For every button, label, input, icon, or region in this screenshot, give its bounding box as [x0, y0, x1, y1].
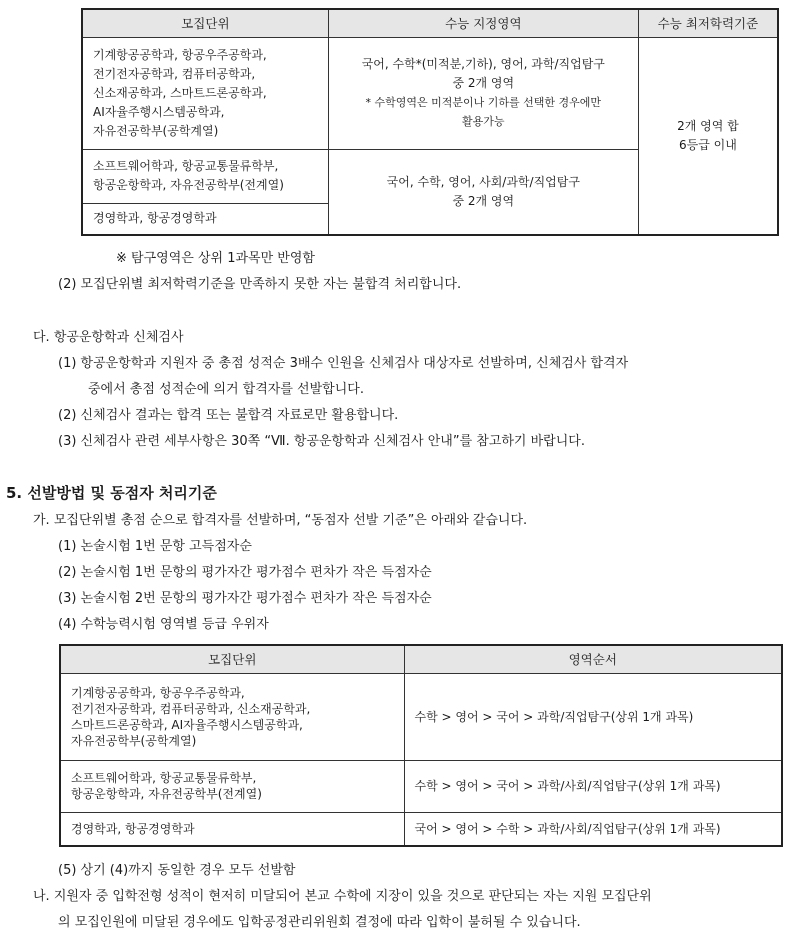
- col-header-criterion: 수능 최저학력기준: [638, 9, 778, 37]
- row2-order: 수학 > 영어 > 국어 > 과학/사회/직업탐구(상위 1개 과목): [404, 760, 782, 812]
- section-da-item1-cont: 중에서 총점 성적순에 의거 합격자를 선발합니다.: [88, 382, 364, 397]
- section-da-item1: (1) 항공운항학과 지원자 중 총점 성적순 3배수 인원을 신체검사 대상자로 선발하며, 신체검사 합격자: [58, 356, 629, 371]
- tamgu-note: ※ 탐구영역은 상위 1과목만 반영함: [116, 251, 315, 266]
- group1-units: 기계항공공학과, 항공우주공학과, 전기전자공학과, 컴퓨터공학과, 신소재공학과, 스마트드론공학과, AI자율주행시스템공학과, 자유전공학부(공학계열): [82, 37, 328, 149]
- tiebreak-item-3: (3) 논술시험 2번 문항의 평가자간 평가점수 편차가 작은 득점자순: [58, 591, 432, 606]
- section-na-cont: 의 모집인원에 미달된 경우에도 입학공정관리위원회 결정에 따라 입학이 불허될 수 있습니다.: [58, 915, 581, 930]
- row3-units: 경영학과, 항공경영학과: [60, 812, 404, 846]
- section5-title: 5. 선발방법 및 동점자 처리기준: [6, 484, 217, 502]
- group3-units: 경영학과, 항공경영학과: [82, 203, 328, 235]
- col-header-unit: 모집단위: [60, 645, 404, 673]
- item-2: (2) 모집단위별 최저학력기준을 만족하지 못한 자는 불합격 처리합니다.: [58, 277, 462, 292]
- section5-ga: 가. 모집단위별 총점 순으로 합격자를 선발하며, “동점자 선발 기준”은 아래와 같습니다.: [33, 513, 528, 528]
- col-header-area: 수능 지정영역: [328, 9, 638, 37]
- section-da-item2: (2) 신체검사 결과는 합격 또는 불합격 자료로만 활용합니다.: [58, 408, 399, 423]
- item-5: (5) 상기 (4)까지 동일한 경우 모두 선발함: [58, 863, 296, 878]
- section-da-title: 다. 항공운항학과 신체검사: [33, 330, 184, 345]
- row1-units: 기계항공공학과, 항공우주공학과, 전기전자공학과, 컴퓨터공학과, 신소재공학과, 스마트드론공학과, AI자율주행시스템공학과, 자유전공학부(공학계열): [60, 673, 404, 760]
- group2-units: 소프트웨어학과, 항공교통물류학부, 항공운항학과, 자유전공학부(전계열): [82, 149, 328, 203]
- section-da-item3: (3) 신체검사 관련 세부사항은 30쪽 “Ⅶ. 항공운항학과 신체검사 안내”를 참고하기 바랍니다.: [58, 434, 585, 449]
- row3-order: 국어 > 영어 > 수학 > 과학/사회/직업탐구(상위 1개 과목): [404, 812, 782, 846]
- row1-order: 수학 > 영어 > 국어 > 과학/직업탐구(상위 1개 과목): [404, 673, 782, 760]
- tiebreak-item-2: (2) 논술시험 1번 문항의 평가자간 평가점수 편차가 작은 득점자순: [58, 565, 432, 580]
- row2-units: 소프트웨어학과, 항공교통물류학부, 항공운항학과, 자유전공학부(전계열): [60, 760, 404, 812]
- col-header-order: 영역순서: [404, 645, 782, 673]
- area-order-table: [59, 644, 783, 847]
- section-na: 나. 지원자 중 입학전형 성적이 현저히 미달되어 본교 수학에 지장이 있을 것으로 판단되는 자는 지원 모집단위: [33, 889, 652, 904]
- col-header-unit: 모집단위: [82, 9, 328, 37]
- min-criteria-table: [81, 8, 779, 236]
- criterion-cell: 2개 영역 합 6등급 이내: [638, 37, 778, 235]
- tiebreak-item-1: (1) 논술시험 1번 문항 고득점자순: [58, 539, 252, 554]
- group23-area: 국어, 수학, 영어, 사회/과학/직업탐구 중 2개 영역: [328, 149, 638, 235]
- tiebreak-item-4: (4) 수학능력시험 영역별 등급 우위자: [58, 617, 269, 632]
- group1-area: 국어, 수학*(미적분,기하), 영어, 과학/직업탐구 중 2개 영역 * 수학영역은 미적분이나 기하를 선택한 경우에만 활용가능: [328, 37, 638, 149]
